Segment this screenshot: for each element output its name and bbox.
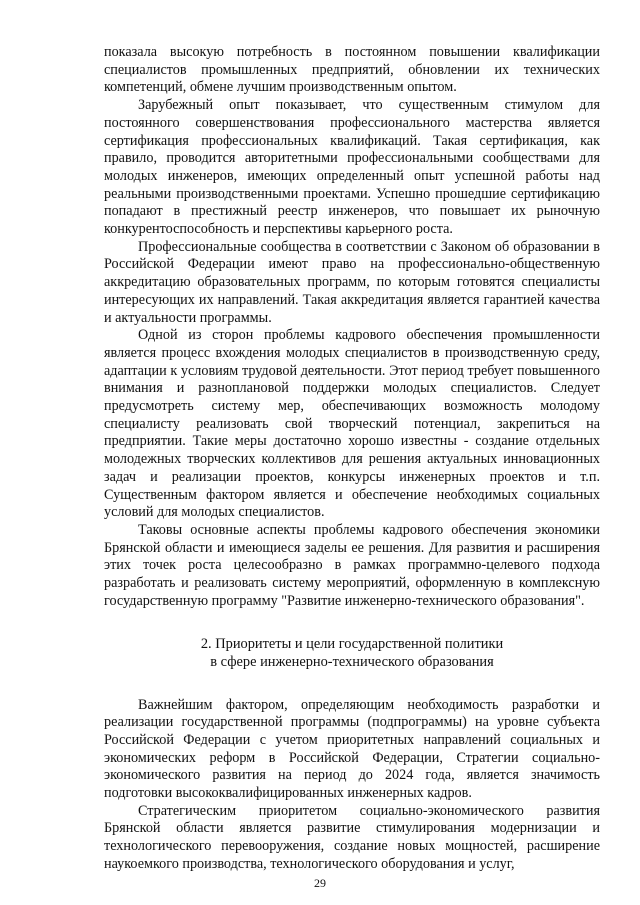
section-heading-line-1: 2. Приоритеты и цели государственной политики <box>200 635 504 652</box>
paragraph-foreign-experience: Зарубежный опыт показывает, что существенным стимулом для постоянного совершенствования профессионального мастерства является сертификация профессиональных квалификаций. Такая сертификация, как правило, проводится авторитетными профессиональными сообществами для молодых инженеров, имеющих определенный опыт успешной работы над реальными производственными проектами. Успешно прошедшие сертификацию попадают в престижный реестр инженеров, что повышает их рыночную конкурентоспособность и перспективы карьерного роста. <box>104 97 600 238</box>
document-body <box>104 44 600 874</box>
paragraph-young-specialists: Одной из сторон проблемы кадрового обеспечения промышленности является процесс вхождения молодых специалистов в производственную среду, адаптации к условиям трудовой деятельности. Этот период требует повышенного внимания и разноплановой поддержки молодых специалистов. Следует предусмотреть систему мер, обеспечивающих возможность молодому специалисту реализовать свой творческий потенциал, закрепиться на предприятии. Такие меры достаточно хорошо известны - создание отдельных молодежных творческих коллективов для решения актуальных инновационных задач и реализации проектов, конкурсы инженерных проектов и т.п. Существенным фактором является и обеспечение необходимых социальных условий для молодых специалистов. <box>104 327 600 521</box>
paragraph-professional-communities: Профессиональные сообщества в соответствии с Законом об образовании в Российской Федерации имеют право на профессионально-общественную аккредитацию образовательных программ, по которым готовятся специалисты интересующих их направлений. Такая аккредитация является гарантией качества и актуальности программы. <box>104 238 600 326</box>
paragraph-continuation: показала высокую потребность в постоянном повышении квалификации специалистов промышленных предприятий, обновлении их технических компетенций, обмене лучшим производственным опытом. <box>104 44 600 96</box>
section-heading <box>104 635 600 671</box>
section-heading-line-2: в сфере инженерно-технического образования <box>210 653 494 670</box>
page-number: 29 <box>314 876 326 890</box>
paragraph-key-factor: Важнейшим фактором, определяющим необходимость разработки и реализации государственной программы (подпрограммы) на уровне субъекта Российской Федерации с учетом приоритетных направлений социальных и экономических реформ в Российской Федерации, Стратегии социально-экономического развития на период до 2024 года, является значимость подготовки высококвалифицированных инженерных кадров. <box>104 696 600 802</box>
paragraph-strategic-priority: Стратегическим приоритетом социально-экономического развития Брянской области является развитие стимулирования модернизации и технологического перевооружения, создание новых мощностей, расширение наукоемкого производства, технологического оборудования и услуг, <box>104 802 600 872</box>
paragraph-summary: Таковы основные аспекты проблемы кадрового обеспечения экономики Брянской области и имеющиеся заделы ее решения. Для развития и расширения этих точек роста целесообразно в рамках программно-целевого подхода разработать и реализовать систему мероприятий, оформленную в комплексную государственную программу "Развитие инженерно-технического образования". <box>104 521 600 609</box>
